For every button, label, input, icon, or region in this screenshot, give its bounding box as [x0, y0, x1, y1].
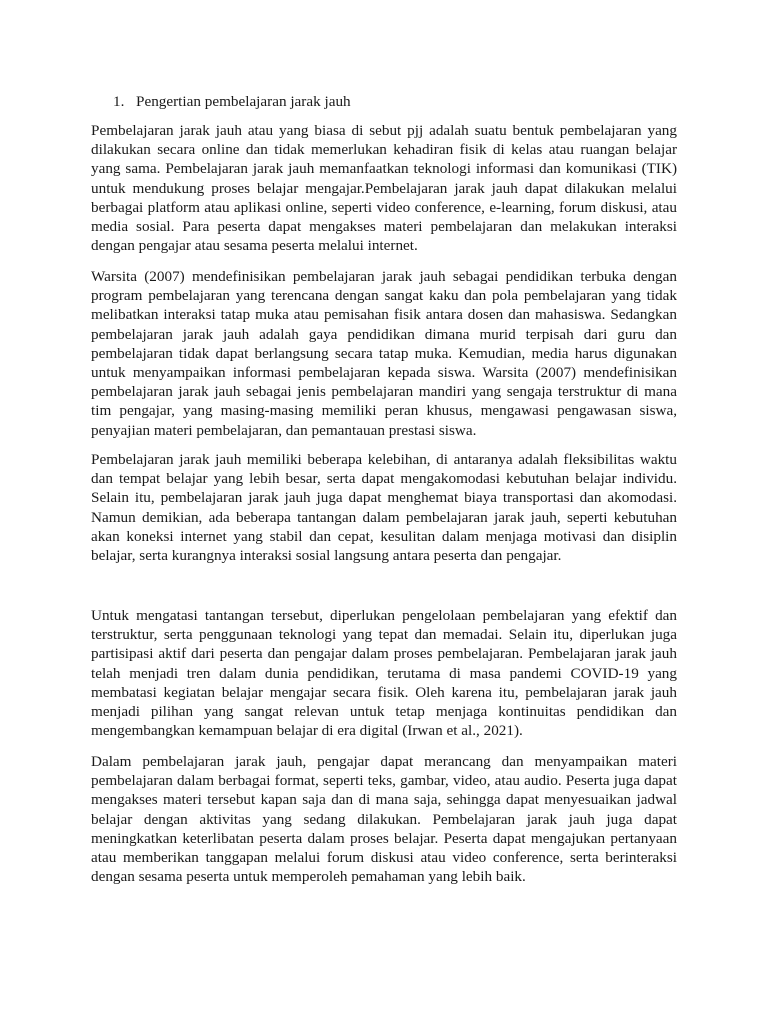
heading-text: Pengertian pembelajaran jarak jauh — [136, 93, 351, 110]
paragraph-challenges: Untuk mengatasi tantangan tersebut, diperlukan pengelolaan pembelajaran yang efektif dan terstruktur, serta penggunaan teknologi yang tepat dan memadai. Selain itu, diperlukan juga partisipasi aktif dari peserta dan pengajar dalam proses pembelajaran. Pembelajaran jarak jauh telah menjadi tren dalam dunia pendidikan, terutama di masa pandemi COVID-19 yang membatasi kegiatan belajar mengajar secara fisik. Oleh karena itu, pembelajaran jarak jauh menjadi pilihan yang sangat relevan untuk tetap menjaga kontinuitas pendidikan dan mengembangkan kemampuan belajar di era digital (Irwan et al., 2021). — [91, 607, 677, 740]
paragraph-formats: Dalam pembelajaran jarak jauh, pengajar dapat merancang dan menyampaikan materi pembelajaran dalam berbagai format, seperti teks, gambar, video, atau audio. Peserta juga dapat mengakses materi tersebut kapan saja dan di mana saja, sehingga dapat menyesuaikan jadwal belajar dengan aktivitas yang sedang dilakukan. Pembelajaran jarak jauh juga dapat meningkatkan keterlibatan peserta dalam proses belajar. Peserta dapat mengajukan pertanyaan atau memberikan tanggapan melalui forum diskusi atau video conference, serta berinteraksi dengan sesama peserta untuk memperoleh pemahaman yang lebih baik. — [91, 753, 677, 886]
paragraph-advantages: Pembelajaran jarak jauh memiliki beberapa kelebihan, di antaranya adalah fleksibilitas waktu dan tempat belajar yang lebih besar, serta dapat mengakomodasi kebutuhan belajar individu. Selain itu, pembelajaran jarak jauh juga dapat menghemat biaya transportasi dan akomodasi. Namun demikian, ada beberapa tantangan dalam pembelajaran jarak jauh, seperti kebutuhan akan koneksi internet yang stabil dan cepat, kesulitan dalam menjaga motivasi dan disiplin belajar, serta kurangnya interaksi sosial langsung antara peserta dan pengajar. — [91, 451, 677, 565]
section-heading — [113, 92, 351, 111]
heading-number: 1. — [113, 93, 125, 110]
paragraph-warsita: Warsita (2007) mendefinisikan pembelajaran jarak jauh sebagai pendidikan terbuka dengan program pembelajaran yang terencana dengan sangat kaku dan pola pembelajaran yang tidak melibatkan interaksi tatap muka atau pemisahan fisik antara dosen dan mahasiswa. Sedangkan pembelajaran jarak jauh adalah gaya pendidikan dimana murid terpisah dari guru dan pembelajaran tidak dapat berlangsung secara tatap muka. Kemudian, media harus digunakan untuk menyampaikan informasi pembelajaran kepada siswa. Warsita (2007) mendefinisikan pembelajaran jarak jauh sebagai jenis pembelajaran mandiri yang sengaja terstruktur di mana tim pengajar, yang masing-masing memiliki peran khusus, mengawasi pengawasan siswa, penyajian materi pembelajaran, dan pemantauan prestasi siswa. — [91, 268, 677, 439]
paragraph-definition: Pembelajaran jarak jauh atau yang biasa di sebut pjj adalah suatu bentuk pembelajaran yang dilakukan secara online dan tidak memerlukan kehadiran fisik di kelas atau ruangan belajar yang sama. Pembelajaran jarak jauh memanfaatkan teknologi informasi dan komunikasi (TIK) untuk mendukung proses belajar mengajar.Pembelajaran jarak jauh dapat dilakukan melalui berbagai platform atau aplikasi online, seperti video conference, e-learning, forum diskusi, atau media sosial. Para peserta dapat mengakses materi pembelajaran dan melakukan interaksi dengan pengajar atau sesama peserta melalui internet. — [91, 122, 677, 255]
